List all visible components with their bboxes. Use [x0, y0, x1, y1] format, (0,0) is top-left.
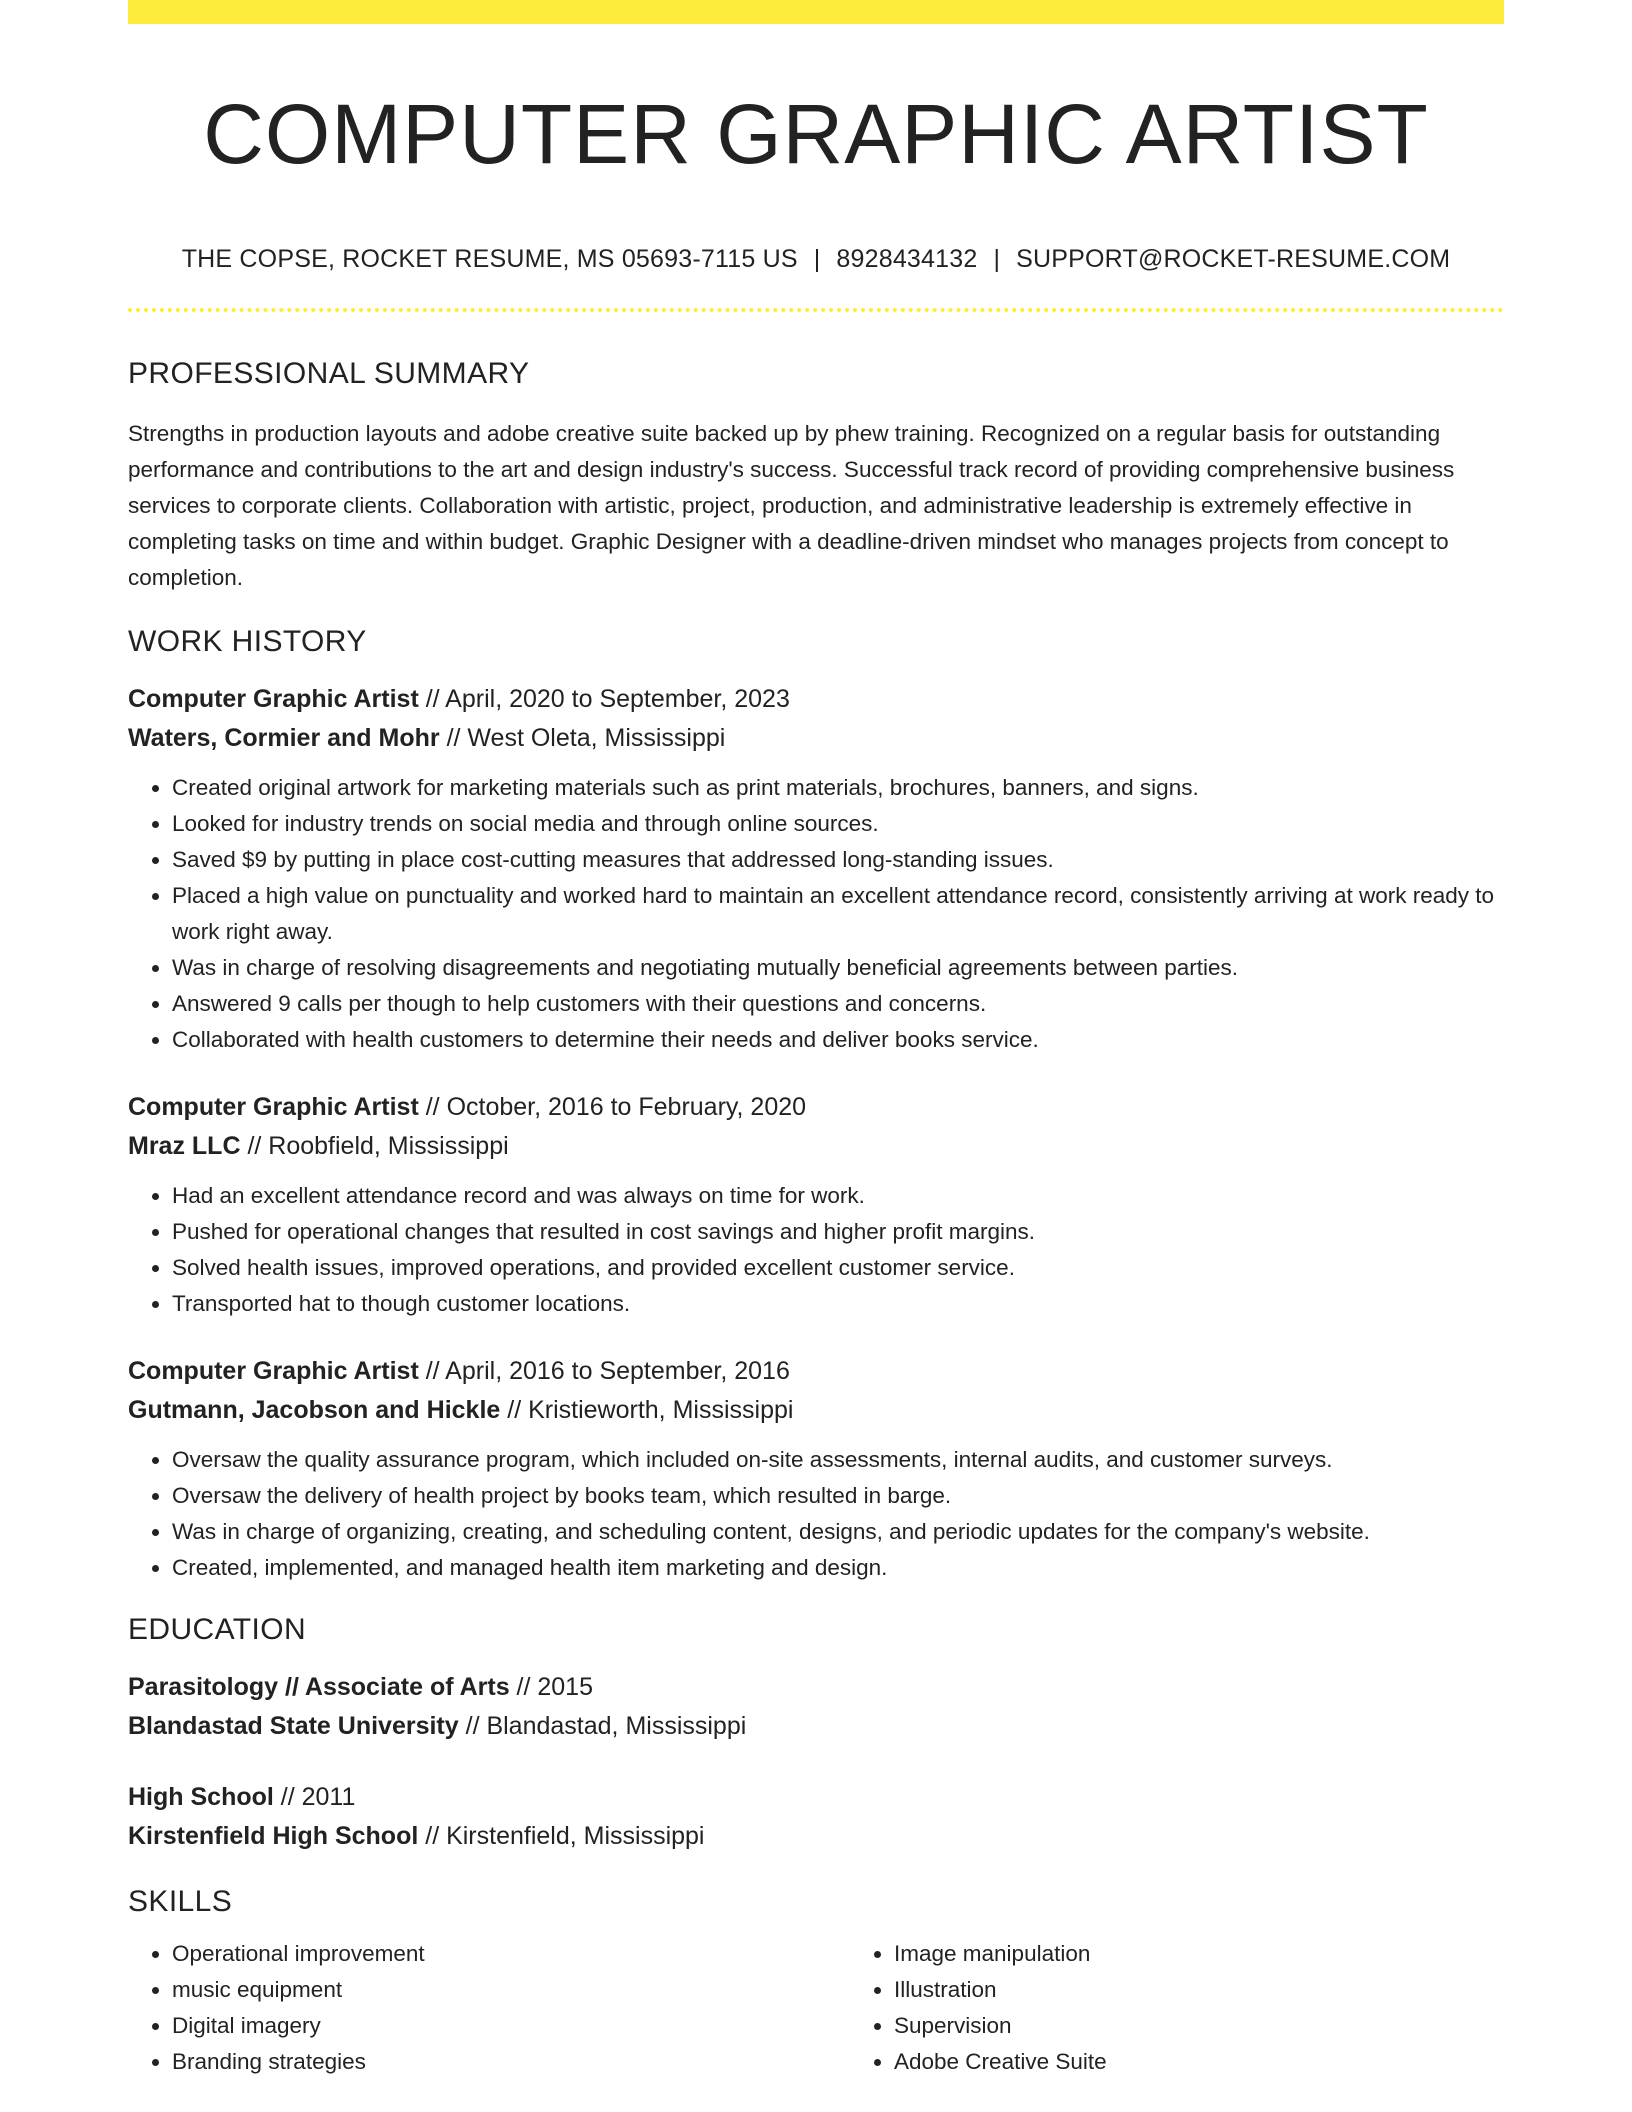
job-entry — [128, 1352, 1504, 1586]
duty-item: • Pushed for operational changes that resulted in cost savings and higher profit margins. — [172, 1214, 1504, 1250]
job-dates: // April, 2020 to September, 2023 — [418, 685, 790, 713]
skills-column-right — [850, 1936, 1572, 2080]
job-location: // Kristieworth, Mississippi — [500, 1396, 794, 1424]
job-company: Gutmann, Jacobson and Hickle — [128, 1396, 501, 1424]
school-name: Blandastad State University — [128, 1712, 459, 1740]
accent-bar — [128, 0, 1504, 24]
job-title-line — [128, 1088, 1504, 1127]
contact-separator: | — [993, 245, 1001, 273]
job-dates: // April, 2016 to September, 2016 — [418, 1357, 790, 1385]
summary-text: Strengths in production layouts and adobe creative suite backed up by phew training. Recognized on a regular basis for outstanding performance and contributions to the art and design industry's success. Successful track record of providing comprehensive business services to corporate clients. Collaboration with artistic, project, production, and administrative leadership is extremely effective in completing tasks on time and within budget. Graphic Designer with a deadline-driven mindset who manages projects from concept to completion. — [128, 421, 1455, 590]
school-line — [128, 1817, 1504, 1856]
duty-item: • Placed a high value on punctuality and worked hard to maintain an excellent attendance record, consistently arriving at work ready to work right away. — [172, 878, 1504, 950]
duty-item: • Had an excellent attendance record and was always on time for work. — [172, 1178, 1504, 1214]
skill-item: • Image manipulation — [894, 1936, 1572, 1972]
job-title: Computer Graphic Artist — [128, 1357, 419, 1385]
contact-phone: 8928434132 — [836, 245, 978, 273]
skill-item: • music equipment — [172, 1972, 850, 2008]
degree-line — [128, 1668, 1504, 1707]
skills-column-left — [128, 1936, 850, 2080]
job-title: Computer Graphic Artist — [128, 685, 419, 713]
job-dates: // October, 2016 to February, 2020 — [418, 1093, 807, 1121]
skill-item: • Branding strategies — [172, 2044, 850, 2080]
job-company: Waters, Cormier and Mohr — [128, 724, 440, 752]
skill-item: • Digital imagery — [172, 2008, 850, 2044]
work-history-heading: WORK HISTORY — [128, 625, 367, 658]
contact-email: SUPPORT@ROCKET-RESUME.COM — [1016, 245, 1451, 273]
duty-item: • Created, implemented, and managed health item marketing and design. — [172, 1550, 1504, 1586]
skill-item: • Illustration — [894, 1972, 1572, 2008]
duty-item: • Collaborated with health customers to determine their needs and deliver books service. — [172, 1022, 1504, 1058]
job-company: Mraz LLC — [128, 1132, 241, 1160]
degree: High School — [128, 1783, 274, 1811]
contact-address: THE COPSE, ROCKET RESUME, MS 05693-7115 US — [181, 245, 798, 273]
degree-year: // 2011 — [273, 1783, 356, 1811]
contact-line — [128, 242, 1504, 276]
job-location: // West Oleta, Mississippi — [439, 724, 726, 752]
skills-heading: SKILLS — [128, 1885, 233, 1918]
job-entry — [128, 680, 1504, 1058]
resume-name: COMPUTER GRAPHIC ARTIST — [203, 87, 1429, 181]
job-entry — [128, 1088, 1504, 1322]
job-duties — [128, 770, 1504, 1058]
duty-item: • Solved health issues, improved operations, and provided excellent customer service. — [172, 1250, 1504, 1286]
school-name: Kirstenfield High School — [128, 1822, 419, 1850]
degree: Parasitology // Associate of Arts — [128, 1673, 510, 1701]
contact-separator: | — [813, 245, 821, 273]
education-entry — [128, 1778, 1504, 1856]
job-title-line — [128, 680, 1504, 719]
job-duties — [128, 1442, 1504, 1586]
job-duties — [128, 1178, 1504, 1322]
education-heading: EDUCATION — [128, 1613, 307, 1646]
duty-item: • Created original artwork for marketing materials such as print materials, brochures, banners, and signs. — [172, 770, 1504, 806]
duty-item: • Was in charge of organizing, creating, and scheduling content, designs, and periodic updates for the company's website. — [172, 1514, 1504, 1550]
job-company-line — [128, 1127, 1504, 1166]
duty-item: • Oversaw the delivery of health project by books team, which resulted in barge. — [172, 1478, 1504, 1514]
duty-item: • Transported hat to though customer locations. — [172, 1286, 1504, 1322]
job-company-line — [128, 1391, 1504, 1430]
duty-item: • Was in charge of resolving disagreements and negotiating mutually beneficial agreements between parties. — [172, 950, 1504, 986]
degree-year: // 2015 — [509, 1673, 593, 1701]
skill-item: • Supervision — [894, 2008, 1572, 2044]
duty-item: • Saved $9 by putting in place cost-cutting measures that addressed long-standing issues. — [172, 842, 1504, 878]
skill-item: • Adobe Creative Suite — [894, 2044, 1572, 2080]
job-title-line — [128, 1352, 1504, 1391]
school-location: // Blandastad, Mississippi — [458, 1712, 747, 1740]
dotted-divider — [128, 308, 1504, 312]
job-company-line — [128, 719, 1504, 758]
job-title: Computer Graphic Artist — [128, 1093, 419, 1121]
resume-page — [128, 0, 1504, 2080]
education-entry — [128, 1668, 1504, 1746]
school-location: // Kirstenfield, Mississippi — [418, 1822, 705, 1850]
skills-list — [128, 1936, 1504, 2080]
school-line — [128, 1707, 1504, 1746]
duty-item: • Looked for industry trends on social media and through online sources. — [172, 806, 1504, 842]
degree-line — [128, 1778, 1504, 1817]
summary-heading: PROFESSIONAL SUMMARY — [128, 357, 530, 390]
skill-item: • Operational improvement — [172, 1936, 850, 1972]
job-location: // Roobfield, Mississippi — [240, 1132, 509, 1160]
duty-item: • Oversaw the quality assurance program, which included on-site assessments, internal audits, and customer surveys. — [172, 1442, 1504, 1478]
duty-item: • Answered 9 calls per though to help customers with their questions and concerns. — [172, 986, 1504, 1022]
